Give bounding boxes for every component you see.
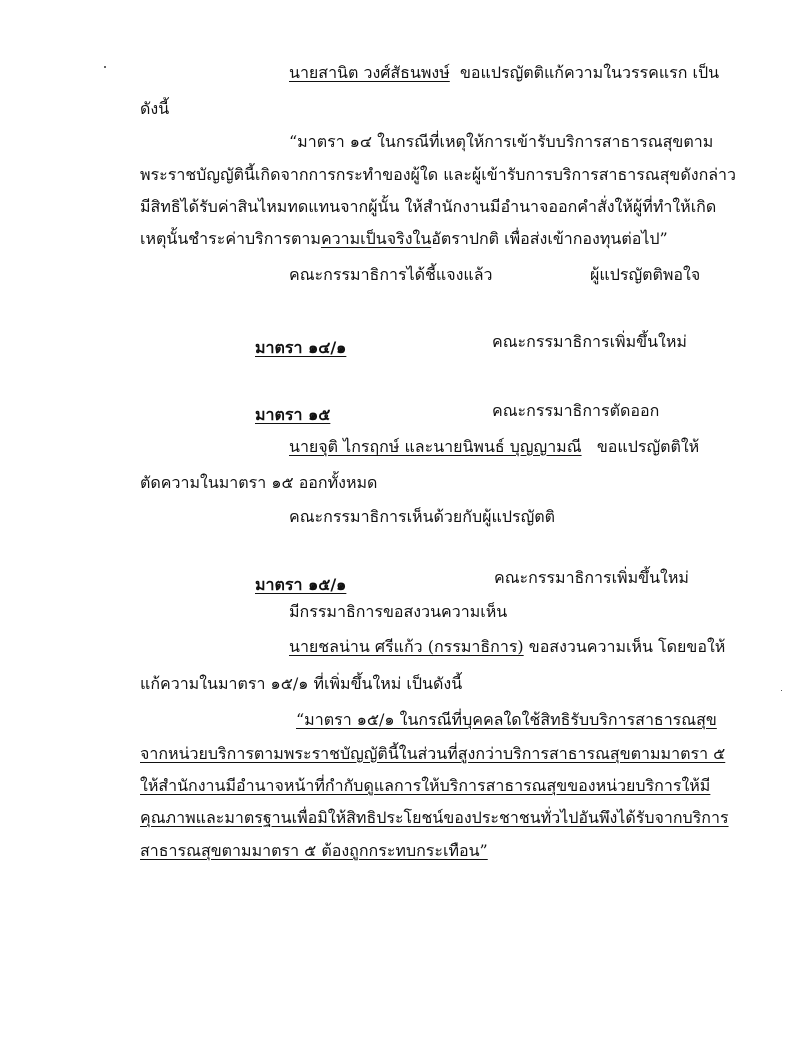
section-status: คณะกรรมาธิการตัดออก [492, 401, 660, 420]
proposer-name: นายสานิต วงศ์สัธนพงษ์ [289, 63, 450, 82]
scan-speck [104, 66, 106, 68]
section-status: คณะกรรมาธิการเพิ่มขึ้นใหม่ [494, 568, 689, 587]
quote-line [140, 228, 668, 250]
proposer-name: นายชลน่าน ศรีแก้ว (กรรมาธิการ) [289, 637, 524, 656]
committee-note: คณะกรรมาธิการได้ชี้แจงแล้ว [289, 265, 493, 284]
quote-line: “มาตรา ๑๔ ในกรณีที่เหตุให้การเข้ารับบริการสาธารณสุขตาม [289, 132, 714, 151]
section-title: มาตรา ๑๕/๑ [255, 575, 347, 594]
section-title: มาตรา ๑๔/๑ [255, 338, 347, 357]
amendment-text: ขอแปรญัตติแก้ความในวรรคแรก เป็น [459, 63, 720, 82]
quote-text-underlined: ความเป็นจริงใน [320, 229, 432, 248]
amendment-text: ขอแปรญัตติให้ [596, 437, 700, 456]
amendment-line [289, 636, 725, 658]
reservation-note: มีกรรมาธิการขอสงวนความเห็น [289, 602, 508, 621]
quote-line: จากหน่วยบริการตามพระราชบัญญัตินี้ในส่วนที่สูงกว่าบริการสาธารณสุขตามมาตรา ๕ [140, 744, 726, 763]
quote-line: ให้สำนักงานมีอำนาจหน้าที่กำกับดูแลการให้บริการสาธารณสุขของหน่วยบริการให้มี [140, 776, 711, 795]
quote-text: เหตุนั้นชำระค่าบริการตาม [140, 229, 321, 248]
amendment-text-cont: ดังนี้ [140, 99, 170, 118]
amendment-text-cont: แก้ความในมาตรา ๑๕/๑ ที่เพิ่มขึ้นใหม่ เป็นดังนี้ [140, 674, 463, 693]
quote-text: อัตราปกติ เพื่อส่งเข้ากองทุนต่อไป” [431, 229, 668, 248]
scan-speck [781, 690, 782, 691]
committee-note: คณะกรรมาธิการเห็นด้วยกับผู้แปรญัตติ [289, 507, 555, 526]
amendment-line [289, 62, 719, 84]
quote-line: “มาตรา ๑๕/๑ ในกรณีที่บุคคลใดใช้สิทธิรับบริการสาธารณสุข [296, 710, 717, 729]
section-status: คณะกรรมาธิการเพิ่มขึ้นใหม่ [492, 332, 687, 351]
amendment-text-cont: ตัดความในมาตรา ๑๕ ออกทั้งหมด [140, 473, 378, 492]
quote-line: คุณภาพและมาตรฐานเพื่อมิให้สิทธิประโยชน์ของประชาชนทั่วไปอันพึงได้รับจากบริการ [140, 808, 729, 827]
amendment-text: ขอสงวนความเห็น โดยขอให้ [528, 637, 726, 656]
proposer-name: นายจุติ ไกรฤกษ์ และนายนิพนธ์ บุญญามณี [289, 437, 582, 456]
proposer-result: ผู้แปรญัตติพอใจ [590, 265, 701, 284]
section-title: มาตรา ๑๕ [255, 405, 331, 424]
quote-line: พระราชบัญญัตินี้เกิดจากการกระทำของผู้ใด และผู้เข้ารับการบริการสาธารณสุขดังกล่าว [140, 165, 737, 184]
quote-line: มีสิทธิได้รับค่าสินไหมทดแทนจากผู้นั้น ให้สำนักงานมีอำนาจออกคำสั่งให้ผู้ที่ทำให้เกิด [140, 197, 717, 216]
quote-line: สาธารณสุขตามมาตรา ๕ ต้องถูกกระทบกระเทือน” [140, 841, 488, 860]
amendment-line [289, 436, 699, 458]
